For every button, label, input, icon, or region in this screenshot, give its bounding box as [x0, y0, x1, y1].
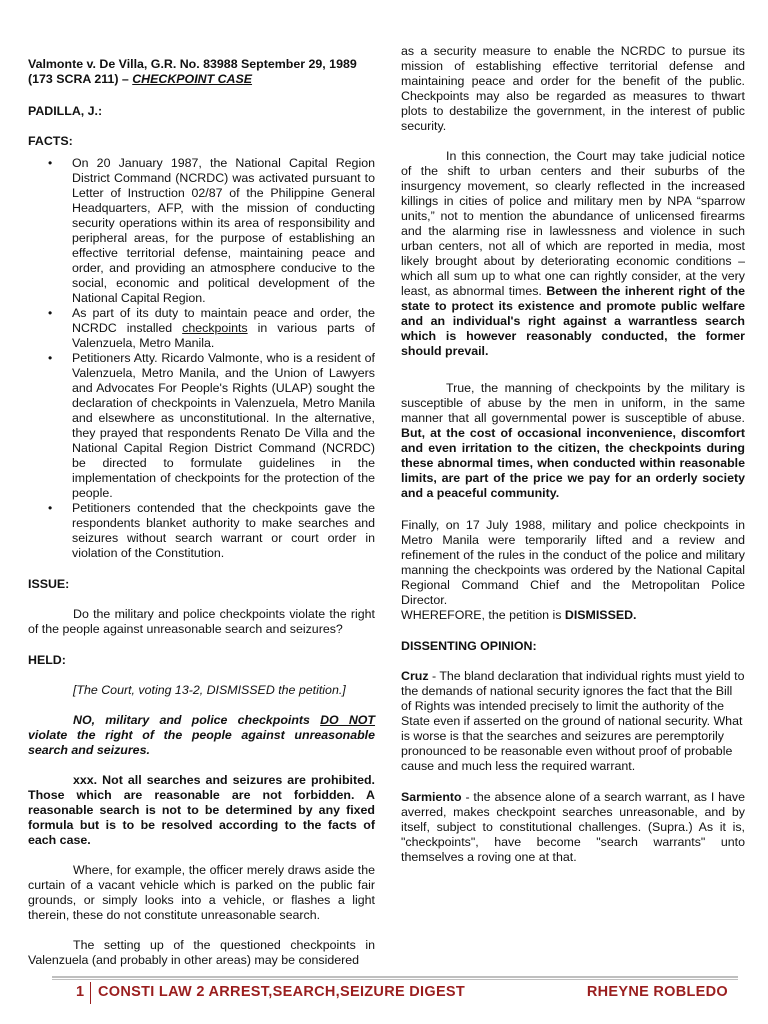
fact-text: Petitioners Atty. Ricardo Valmonte, who is a resident of Valenzuela, Metro Manila, and the Union of Lawyers and Advocates For People's Rights (ULAP) sought the declaration of checkpoints in Valenzuela, Metro Manila and elsewhere as unconstitutional. In the alternative, they prayed that respondents Renato De Villa and the National Capital Region District Command (NCRDC) be directed to formulate guidelines in the implementation of checkpoints for the protection of the people.	[72, 351, 375, 500]
fact-text: As part of its duty to maintain peace and order, the NCRDC installed	[72, 306, 375, 335]
held-finally: Finally, on 17 July 1988, military and police checkpoints in Metro Manila were temporarily lifted and a review and refinement of the rules in the conduct of the police and military manning the checkpoints was ordered by the National Capital Regional Command Chief and the Metropolitan Police Director.	[401, 518, 745, 607]
case-title-citation: (173 SCRA 211) –	[28, 72, 133, 86]
bullet-icon: •	[48, 501, 53, 515]
ponente: PADILLA, J.:	[28, 104, 103, 118]
footer-divider	[52, 976, 738, 978]
footer-separator	[90, 982, 91, 1004]
dissent-sarmiento	[401, 790, 745, 865]
dissent-cruz-name: Cruz	[401, 669, 429, 683]
facts-list	[28, 156, 375, 561]
left-column	[28, 44, 375, 968]
case-title	[28, 57, 375, 87]
fact-text: Petitioners contended that the checkpoints gave the respondents blanket authority to make searches and seizures without search warrant or court order in violation of the Constitution.	[72, 501, 375, 560]
bullet-icon: •	[48, 351, 53, 365]
case-title-line1: Valmonte v. De Villa, G.R. No. 83988 September 29, 1989	[28, 57, 357, 71]
bullet-icon: •	[48, 306, 53, 320]
list-item	[28, 306, 375, 351]
page-number: 1	[76, 984, 85, 1000]
held-heading: HELD:	[28, 653, 66, 667]
held-abuse	[401, 381, 745, 501]
dissent-sarmiento-name: Sarmiento	[401, 790, 462, 804]
dissent-cruz-text: - The bland declaration that individual rights must yield to the demands of national security ignores the fact that the Bill of Rights was intended precisely to limit the authority of the State even if asserted on the ground of national security. What is worse is that the searches and seizures are peremptorily pronounced to be reasonable even without proof of probable cause and much less the required warrant.	[401, 669, 745, 773]
judicial-notice-bold: Between the inherent right of the state to protect its existence and promote public welfare and an individual's right against a warrantless search which is however reasonably conducted, the former should prevail.	[401, 284, 745, 358]
wherefore-text: WHEREFORE, the petition is	[401, 608, 565, 622]
held-answer-c: violate the right of the people against unreasonable search and seizures.	[28, 728, 375, 757]
held-setting-up-cont: as a security measure to enable the NCRDC to pursue its mission of establishing effective territorial defense and maintaining peace and order for the benefit of the public. Checkpoints may also be regarded as measures to thwart plots to destabilize the government, in the interest of public security.	[401, 44, 745, 133]
dissent-cruz	[401, 669, 745, 774]
checkpoints-link[interactable]: checkpoints	[182, 321, 248, 335]
facts-heading: FACTS:	[28, 134, 73, 148]
dissent-sarmiento-text: - the absence alone of a search warrant, as I have averred, makes checkpoint searches unreasonable, and by itself, subject to constitutional challenges. (Supra.) As it is, "checkpoints", have become "search warrants" unto themselves a roving one at that.	[401, 790, 745, 864]
held-wherefore	[401, 608, 745, 623]
issue-heading: ISSUE:	[28, 577, 70, 591]
abuse-text: True, the manning of checkpoints by the military is susceptible of abuse by the men in uniform, in the same manner that all governmental power is susceptible of abuse.	[401, 381, 745, 425]
abuse-bold: But, at the cost of occasional inconvenience, discomfort and even irritation to the citizen, the checkpoints during these abnormal times, when conducted within reasonable limits, are part of the price we pay for an orderly society and a peaceful community.	[401, 426, 745, 500]
fact-text: in various parts of Valenzuela, Metro Manila.	[72, 321, 375, 350]
right-column	[401, 44, 745, 865]
held-example: Where, for example, the officer merely draws aside the curtain of a vacant vehicle which is parked on the public fair grounds, or simply looks into a vehicle, or flashes a light therein, these do not constitute unreasonable search.	[28, 863, 375, 922]
held-answer-a: NO, military and police checkpoints	[73, 713, 321, 727]
footer-divider-thin	[52, 979, 738, 980]
judicial-notice-text: In this connection, the Court may take judicial notice of the shift to urban centers and their suburbs of the insurgency movement, so clearly reflected in the increased killings in cities of police and military men by NPA “sparrow units,” not to mention the abundance of unlicensed firearms and the alarming rise in lawlessness and violence in such urban centers, not all of which are reported in media, most likely brought about by deteriorating economic conditions – which all sum up to what one can rightly consider, at the very least, as abnormal times.	[401, 149, 745, 298]
held-judicial-notice	[401, 149, 745, 359]
held-vote: [The Court, voting 13-2, DISMISSED the petition.]	[73, 683, 346, 697]
list-item	[28, 501, 375, 561]
case-nickname-link[interactable]: CHECKPOINT CASE	[132, 72, 253, 86]
issue-text: Do the military and police checkpoints violate the right of the people against unreasonable search and seizures?	[28, 607, 375, 636]
held-answer-emphasis: DO NOT	[320, 713, 376, 727]
page-footer	[76, 984, 738, 1004]
footer-author: RHEYNE ROBLEDO	[586, 984, 728, 1000]
fact-text: On 20 January 1987, the National Capital Region District Command (NCRDC) was activated pursuant to Letter of Instruction 02/87 of the Philippine General Headquarters, AFP, with the mission of conducting security operations within its area of responsibility and peripheral areas, for the purpose of establishing an effective territorial defense, maintaining peace and order, and providing an atmosphere conducive to the social, economic and political development of the National Capital Region.	[72, 156, 375, 305]
bullet-icon: •	[48, 156, 53, 170]
held-rule: xxx. Not all searches and seizures are prohibited. Those which are reasonable are not forbidden. A reasonable search is not to be determined by any fixed formula but is to be resolved according to the facts of each case.	[28, 773, 375, 847]
dissent-heading: DISSENTING OPINION:	[401, 639, 537, 653]
setting-up-continuation	[401, 44, 745, 134]
footer-course-title: CONSTI LAW 2 ARREST,SEARCH,SEIZURE DIGEST	[98, 984, 466, 1000]
list-item	[28, 351, 375, 501]
held-answer	[28, 713, 375, 758]
held-setting-up-start: The setting up of the questioned checkpoints in Valenzuela (and probably in other areas) may be considered	[28, 938, 375, 967]
wherefore-disposition: DISMISSED.	[564, 608, 637, 622]
list-item	[28, 156, 375, 306]
